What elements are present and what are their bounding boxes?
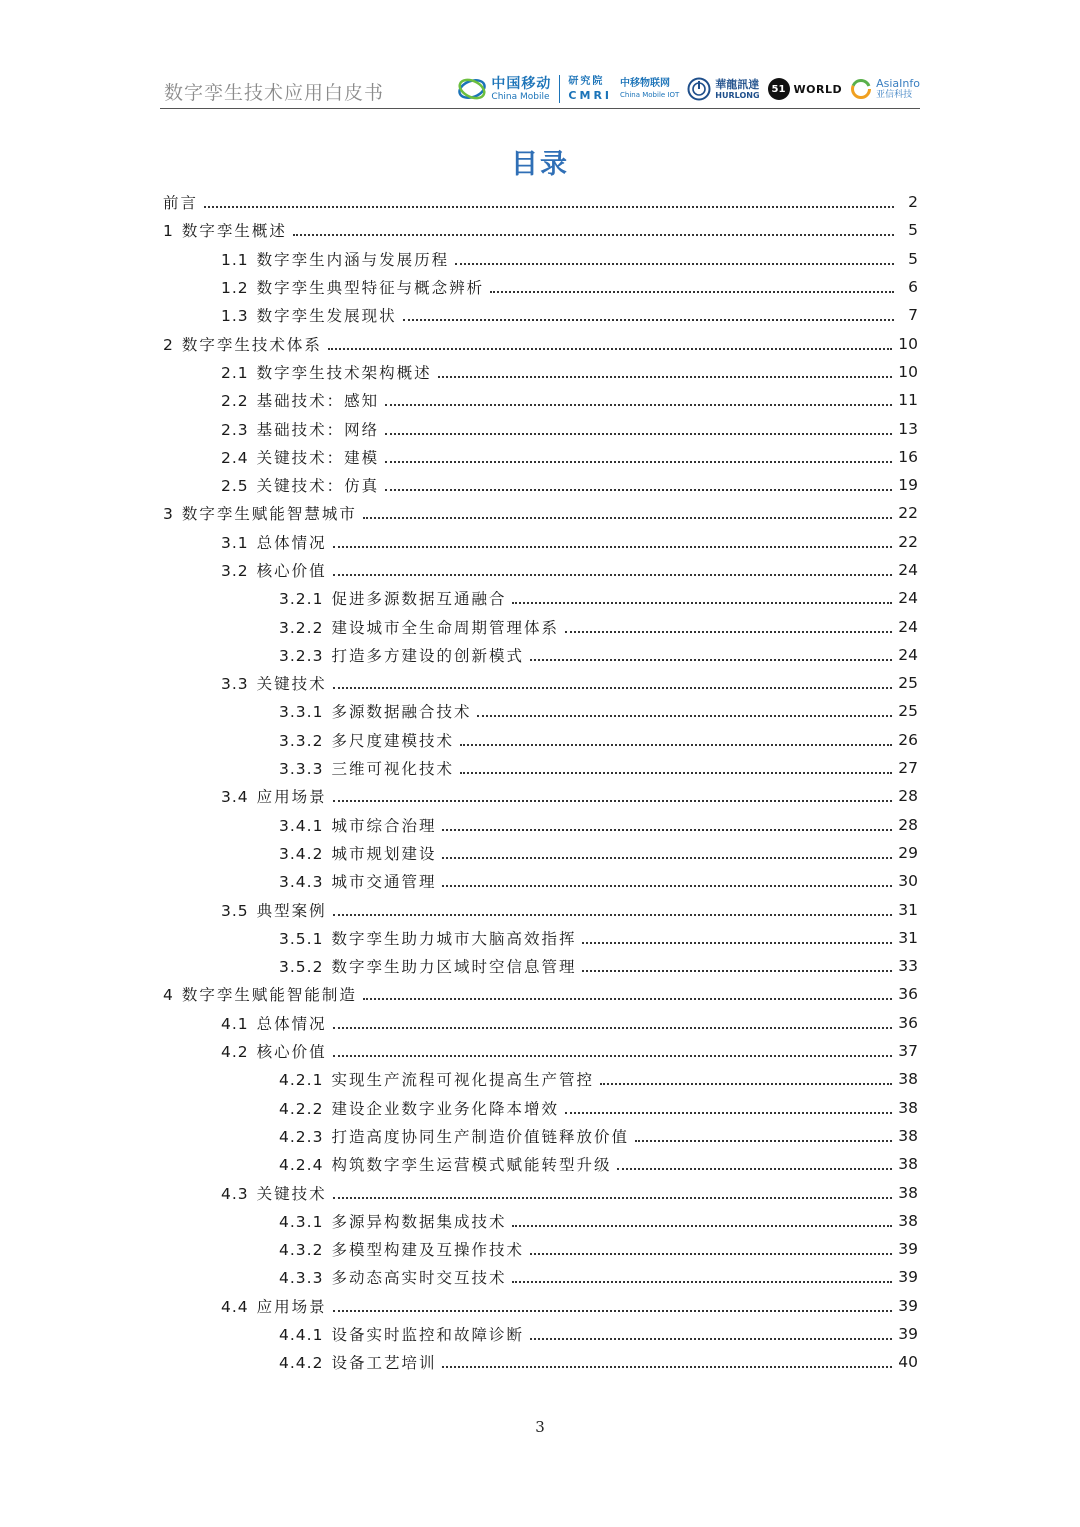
toc-entry-text: 关键技术：仿真: [256, 477, 380, 496]
toc-entry-label: [163, 983, 357, 1005]
cmri-logo: [568, 77, 612, 101]
toc-entry[interactable]: [163, 1009, 918, 1037]
toc-entry[interactable]: [163, 216, 918, 244]
toc-entry[interactable]: [163, 471, 918, 499]
toc-leader-dots: [582, 942, 892, 944]
toc-entry-page: 7: [908, 306, 918, 325]
toc-entry-number: 1.2: [221, 279, 249, 298]
toc-entry[interactable]: [163, 1235, 918, 1263]
toc-entry-text: 数字孪生技术体系: [181, 335, 322, 354]
toc-entry[interactable]: [163, 867, 918, 895]
toc-entry-page: 2: [908, 193, 918, 212]
toc-entry[interactable]: [163, 245, 918, 273]
toc-entry-number: 3.4: [221, 788, 249, 807]
toc-entry-number: 3.3.1: [279, 703, 324, 722]
hurlong-logo: [687, 77, 759, 101]
partner-logos: [457, 70, 920, 108]
toc-entry[interactable]: [163, 499, 918, 527]
toc-entry-number: 4.4: [221, 1297, 249, 1316]
toc-entry-number: 3.5.2: [279, 958, 324, 977]
51world-icon: 51: [768, 78, 790, 100]
toc-entry-label: [279, 1238, 524, 1260]
toc-entry-page: 24: [898, 561, 918, 579]
toc-entry-number: 1: [163, 222, 174, 241]
toc-entry-page: 5: [908, 221, 918, 240]
toc-entry[interactable]: [163, 1292, 918, 1320]
toc-entry-page: 36: [898, 985, 918, 1004]
toc-entry-page: 39: [898, 1325, 918, 1344]
toc-entry-text: 数字孪生概述: [181, 222, 287, 241]
toc-entry-number: 2: [163, 335, 174, 354]
toc-entry-number: 4.2.4: [279, 1156, 324, 1175]
china-mobile-logo: [457, 74, 551, 104]
toc-entry-text: 总体情况: [256, 533, 327, 552]
toc-entry-page: 22: [898, 532, 918, 551]
toc-entry-page: 24: [898, 617, 918, 636]
toc-entry-label: [221, 785, 327, 807]
toc-entry-label: [279, 1351, 436, 1373]
toc-leader-dots: [635, 1140, 892, 1142]
toc-leader-dots: [385, 433, 892, 435]
toc-entry[interactable]: [163, 584, 918, 612]
toc-entry[interactable]: [163, 528, 918, 556]
toc-entry-text: 前言: [163, 194, 199, 213]
toc-entry-page: 36: [898, 1013, 918, 1032]
toc-entry-number: 4.1: [221, 1014, 249, 1033]
toc-entry[interactable]: [163, 726, 918, 754]
toc-entry-number: 3.3: [221, 675, 249, 694]
toc-entry[interactable]: [163, 612, 918, 640]
toc-entry-page: 11: [898, 391, 918, 410]
toc-entry-page: 33: [898, 957, 918, 976]
toc-entry-number: 3.4.3: [279, 873, 324, 892]
toc-entry-number: 4.4.2: [279, 1354, 324, 1373]
toc-entry-label: [221, 899, 327, 921]
toc-entry-label: [221, 248, 449, 270]
toc-entry-number: 2.3: [221, 420, 249, 439]
toc-entry-text: 总体情况: [256, 1014, 327, 1033]
toc-entry-label: [221, 1040, 327, 1062]
toc-entry-label: [221, 559, 327, 581]
china-mobile-cn: 中国移动: [491, 75, 552, 92]
toc-entry-text: 数字孪生典型特征与概念辨析: [256, 279, 485, 298]
toc-entry-text: 核心价值: [256, 1043, 327, 1062]
toc-entry-number: 1.1: [221, 250, 249, 269]
toc-leader-dots: [333, 546, 893, 548]
toc-leader-dots: [204, 206, 894, 208]
toc-entry-page: 5: [908, 249, 918, 268]
toc-entry-page: 27: [898, 759, 918, 778]
toc-entry-page: 31: [898, 900, 918, 919]
toc-entry-label: [279, 1266, 506, 1288]
toc-entry-number: 3.3.2: [279, 731, 324, 750]
toc-entry[interactable]: [163, 301, 918, 329]
toc-entry-text: 多尺度建模技术: [331, 731, 454, 750]
toc-leader-dots: [530, 1338, 892, 1340]
toc-leader-dots: [460, 744, 892, 746]
toc-entry-text: 城市规划建设: [331, 844, 437, 863]
toc-entry-label: [163, 333, 322, 355]
toc-leader-dots: [490, 291, 894, 293]
toc-leader-dots: [333, 1027, 893, 1029]
toc-entry-label: [279, 814, 436, 836]
toc-entry[interactable]: [163, 697, 918, 725]
toc-entry[interactable]: [163, 895, 918, 923]
toc-entry-text: 数字孪生发展现状: [256, 307, 397, 326]
cmri-en: CMRI: [568, 89, 613, 102]
toc-leader-dots: [512, 1225, 892, 1227]
toc-entry[interactable]: [163, 188, 918, 216]
toc-entry-label: [163, 502, 357, 524]
toc-entry-number: 3.2.2: [279, 618, 324, 637]
cmri-cn: 研究院: [568, 76, 605, 87]
toc-entry-text: 城市交通管理: [331, 873, 437, 892]
toc-entry-number: 3.2: [221, 562, 249, 580]
toc-entry-label: [221, 446, 379, 468]
toc-entry-page: 38: [898, 1070, 918, 1089]
toc-entry-label: [221, 361, 432, 383]
toc-entry-label: [163, 191, 198, 213]
toc-entry-text: 打造高度协同生产制造价值链释放价值: [331, 1127, 629, 1146]
toc-entry-page: 28: [898, 815, 918, 834]
toc-entry-number: 3.1: [221, 533, 249, 552]
toc-entry-page: 25: [898, 674, 918, 693]
toc-entry-number: 4.2: [221, 1043, 249, 1062]
toc-entry-number: 4.2.1: [279, 1071, 324, 1090]
toc-entry-label: [221, 389, 379, 411]
toc-entry-page: 26: [898, 730, 918, 749]
table-of-contents: [163, 188, 918, 1376]
hurlong-cn: 華龍訊達: [715, 77, 760, 91]
toc-entry-text: 多模型构建及互操作技术: [331, 1241, 524, 1260]
toc-entry-page: 39: [898, 1240, 918, 1259]
toc-entry[interactable]: [163, 273, 918, 301]
toc-entry-text: 数字孪生内涵与发展历程: [256, 250, 450, 269]
toc-leader-dots: [565, 1112, 892, 1114]
toc-entry-text: 构筑数字孪生运营模式赋能转型升级: [331, 1156, 612, 1175]
toc-entry[interactable]: [163, 414, 918, 442]
toc-entry-page: 38: [898, 1155, 918, 1174]
toc-entry-page: 39: [898, 1268, 918, 1287]
toc-entry-text: 应用场景: [256, 788, 327, 807]
toc-entry-number: 4.3.2: [279, 1241, 324, 1260]
toc-entry-page: 29: [898, 843, 918, 862]
toc-entry-text: 三维可视化技术: [331, 760, 454, 779]
toc-entry-text: 多动态高实时交互技术: [331, 1269, 507, 1288]
toc-leader-dots: [442, 857, 892, 859]
toc-leader-dots: [403, 319, 894, 321]
toc-entry-page: 6: [908, 278, 918, 297]
toc-entry-label: [279, 1125, 629, 1147]
toc-entry-text: 基础技术：感知: [256, 392, 380, 411]
toc-entry[interactable]: [163, 1150, 918, 1178]
toc-entry-label: [163, 219, 287, 241]
toc-entry-number: 4.4.1: [279, 1326, 324, 1345]
toc-leader-dots: [333, 687, 893, 689]
toc-entry-page: 30: [898, 872, 918, 891]
toc-entry-label: [221, 1295, 327, 1317]
toc-entry-label: [221, 474, 379, 496]
toc-entry-label: [279, 842, 436, 864]
document-title: 数字孪生技术应用白皮书: [164, 82, 385, 104]
toc-entry-label: [279, 587, 506, 609]
china-mobile-en: China Mobile: [491, 91, 550, 102]
toc-entry-page: 24: [898, 589, 918, 608]
toc-entry-label: [221, 276, 484, 298]
toc-entry-text: 数字孪生赋能智能制造: [181, 986, 357, 1005]
toc-entry-label: [279, 700, 471, 722]
toc-entry[interactable]: [163, 1320, 918, 1348]
toc-entry-label: [279, 1153, 611, 1175]
toc-entry-label: [279, 1097, 559, 1119]
header-divider: [160, 108, 920, 109]
toc-entry-text: 数字孪生技术架构概述: [256, 363, 432, 382]
toc-leader-dots: [333, 1310, 893, 1312]
51world-logo: [768, 78, 843, 100]
toc-entry-page: 16: [898, 447, 918, 466]
toc-leader-dots: [442, 885, 892, 887]
toc-entry-page: 31: [898, 928, 918, 947]
toc-entry-label: [221, 1182, 327, 1204]
toc-entry-text: 城市综合治理: [331, 816, 437, 835]
china-mobile-icon: [457, 74, 487, 104]
toc-entry-page: 38: [898, 1098, 918, 1117]
toc-entry[interactable]: [163, 669, 918, 697]
toc-entry-label: [279, 616, 559, 638]
toc-entry-number: 4: [163, 986, 174, 1005]
toc-entry-page: 38: [898, 1126, 918, 1145]
toc-entry-label: [221, 418, 379, 440]
asiainfo-cn: 亚信科技: [876, 90, 913, 100]
toc-entry-text: 关键技术: [256, 1184, 327, 1203]
iot-en: China Mobile IOT: [620, 91, 680, 99]
toc-leader-dots: [600, 1083, 892, 1085]
page-header: [160, 68, 920, 110]
toc-leader-dots: [333, 800, 893, 802]
toc-entry-number: 3.4.2: [279, 844, 324, 863]
toc-entry-number: 3.2.1: [279, 590, 324, 609]
toc-entry-page: 25: [898, 702, 918, 721]
toc-entry-text: 关键技术: [256, 675, 327, 694]
toc-entry-label: [221, 1012, 327, 1034]
hurlong-icon: [687, 77, 711, 101]
toc-entry-text: 设备实时监控和故障诊断: [331, 1326, 524, 1345]
toc-entry[interactable]: [163, 754, 918, 782]
asiainfo-icon: [850, 78, 872, 100]
toc-entry[interactable]: [163, 1065, 918, 1093]
toc-entry-text: 打造多方建设的创新模式: [331, 646, 524, 665]
toc-entry-text: 关键技术：建模: [256, 448, 380, 467]
toc-entry[interactable]: [163, 1263, 918, 1291]
toc-leader-dots: [333, 914, 893, 916]
toc-entry[interactable]: [163, 443, 918, 471]
toc-entry-text: 建设企业数字业务化降本增效: [331, 1099, 559, 1118]
toc-entry-page: 40: [898, 1353, 918, 1372]
toc-entry[interactable]: [163, 358, 918, 386]
toc-entry[interactable]: [163, 1178, 918, 1206]
toc-entry-text: 实现生产流程可视化提高生产管控: [331, 1071, 594, 1090]
toc-entry-number: 2.2: [221, 392, 249, 411]
toc-entry-number: 4.3.1: [279, 1212, 324, 1231]
toc-entry-label: [279, 757, 454, 779]
toc-entry-number: 4.2.3: [279, 1127, 324, 1146]
toc-entry[interactable]: [163, 782, 918, 810]
toc-entry-number: 2.5: [221, 477, 249, 496]
toc-entry-page: 38: [898, 1211, 918, 1230]
toc-entry[interactable]: [163, 839, 918, 867]
toc-entry[interactable]: [163, 811, 918, 839]
toc-leader-dots: [333, 1197, 893, 1199]
toc-entry-number: 2.4: [221, 448, 249, 467]
toc-leader-dots: [363, 998, 892, 1000]
toc-entry-text: 数字孪生助力区域时空信息管理: [331, 958, 577, 977]
toc-leader-dots: [328, 348, 892, 350]
toc-leader-dots: [333, 574, 893, 576]
toc-entry-label: [221, 304, 397, 326]
toc-entry[interactable]: [163, 1122, 918, 1150]
toc-entry-label: [279, 1323, 524, 1345]
toc-entry[interactable]: [163, 1348, 918, 1376]
asiainfo-logo: [850, 78, 920, 100]
toc-entry-label: [221, 672, 327, 694]
toc-entry-number: 4.3.3: [279, 1269, 324, 1288]
toc-entry-label: [279, 1068, 594, 1090]
toc-entry-text: 基础技术：网络: [256, 420, 380, 439]
51world-text: WORLD: [793, 82, 843, 96]
toc-entry-number: 3.3.3: [279, 760, 324, 779]
toc-leader-dots: [512, 1281, 892, 1283]
toc-entry-text: 典型案例: [256, 901, 327, 920]
toc-leader-dots: [530, 1253, 892, 1255]
toc-entry-label: [279, 729, 454, 751]
toc-entry-label: [279, 927, 576, 949]
toc-leader-dots: [617, 1168, 892, 1170]
toc-entry-number: 2.1: [221, 363, 249, 382]
toc-entry[interactable]: [163, 1207, 918, 1235]
toc-entry-page: 38: [898, 1183, 918, 1202]
iot-cn: 中移物联网: [620, 78, 671, 89]
toc-entry-page: 10: [898, 334, 918, 353]
hurlong-en: HURLONG: [715, 90, 760, 100]
toc-leader-dots: [477, 715, 892, 717]
toc-entry-text: 多源数据融合技术: [331, 703, 472, 722]
toc-entry-text: 设备工艺培训: [331, 1354, 437, 1373]
toc-leader-dots: [438, 376, 893, 378]
toc-entry-page: 13: [898, 419, 918, 438]
toc-entry[interactable]: [163, 952, 918, 980]
toc-leader-dots: [363, 517, 892, 519]
toc-entry[interactable]: [163, 1094, 918, 1122]
toc-entry-label: [221, 531, 327, 553]
toc-entry-number: 1.3: [221, 307, 249, 326]
toc-entry-label: [279, 870, 436, 892]
toc-entry-number: 3.2.3: [279, 646, 324, 665]
toc-entry[interactable]: [163, 329, 918, 357]
toc-entry-text: 应用场景: [256, 1297, 327, 1316]
asiainfo-en: AsiaInfo: [876, 77, 920, 90]
toc-entry-text: 数字孪生助力城市大脑高效指挥: [331, 929, 577, 948]
toc-entry[interactable]: [163, 386, 918, 414]
page-number: 3: [535, 1418, 545, 1436]
toc-leader-dots: [293, 234, 894, 236]
toc-heading: 目录: [511, 149, 569, 180]
toc-entry-page: 37: [898, 1042, 918, 1061]
toc-entry-page: 19: [898, 476, 918, 495]
toc-leader-dots: [530, 659, 892, 661]
toc-leader-dots: [385, 404, 892, 406]
toc-entry-label: [279, 1210, 506, 1232]
toc-entry-number: 3.5: [221, 901, 249, 920]
toc-entry-label: [279, 644, 524, 666]
toc-entry-text: 核心价值: [256, 562, 327, 580]
toc-leader-dots: [333, 1055, 893, 1057]
toc-entry-number: 3.5.1: [279, 929, 324, 948]
toc-entry-page: 10: [898, 362, 918, 381]
toc-entry-number: 3.4.1: [279, 816, 324, 835]
toc-entry-text: 数字孪生赋能智慧城市: [181, 505, 357, 524]
toc-entry-text: 促进多源数据互通融合: [331, 590, 507, 609]
logo-divider: [559, 75, 560, 103]
toc-entry[interactable]: [163, 556, 918, 584]
toc-leader-dots: [460, 772, 892, 774]
toc-entry-page: 28: [898, 787, 918, 806]
toc-leader-dots: [442, 829, 892, 831]
toc-entry[interactable]: [163, 1037, 918, 1065]
toc-entry-label: [279, 955, 576, 977]
toc-entry-number: 4.3: [221, 1184, 249, 1203]
toc-entry[interactable]: [163, 980, 918, 1008]
toc-entry-page: 39: [898, 1296, 918, 1315]
toc-leader-dots: [442, 1366, 892, 1368]
toc-entry-page: 24: [898, 645, 918, 664]
toc-leader-dots: [385, 461, 892, 463]
toc-entry-number: 3: [163, 505, 174, 524]
toc-leader-dots: [582, 970, 892, 972]
toc-leader-dots: [385, 489, 892, 491]
toc-leader-dots: [455, 263, 894, 265]
toc-entry[interactable]: [163, 924, 918, 952]
toc-leader-dots: [565, 631, 892, 633]
toc-leader-dots: [512, 602, 892, 604]
toc-entry-page: 22: [898, 504, 918, 523]
toc-entry[interactable]: [163, 641, 918, 669]
iot-logo: [620, 79, 679, 99]
toc-entry-text: 多源异构数据集成技术: [331, 1212, 507, 1231]
toc-entry-text: 建设城市全生命周期管理体系: [331, 618, 559, 637]
toc-entry-number: 4.2.2: [279, 1099, 324, 1118]
